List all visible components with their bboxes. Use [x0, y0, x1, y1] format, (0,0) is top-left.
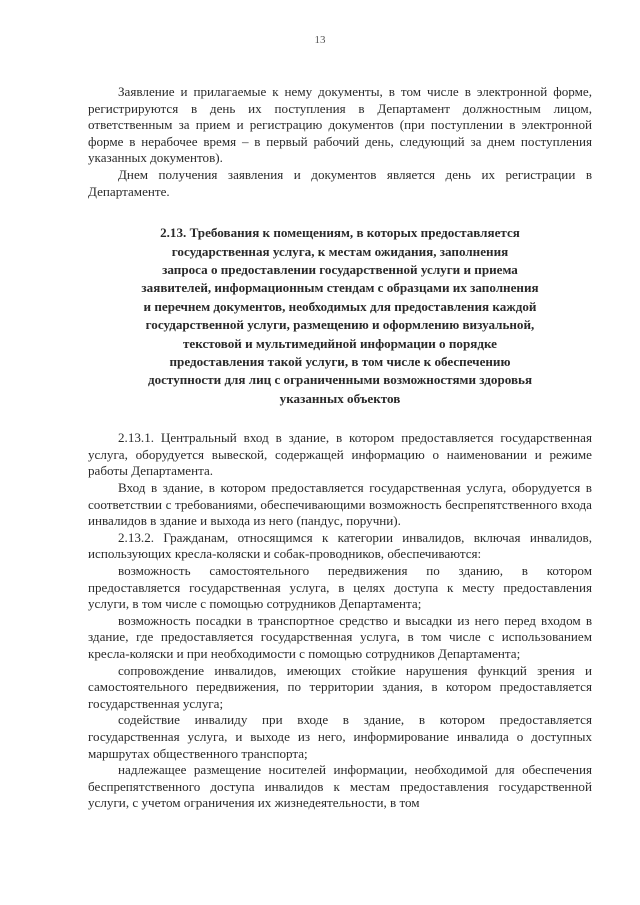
heading-line: 2.13. Требования к помещениям, в которых предоставляется [160, 225, 520, 241]
paragraph: возможность посадки в транспортное средство и высадки из него перед входом в здание, где предоставляется государственная услуга, в том числе с использованием кресла-коляски и при необходимости с помощью сотрудников Департамента; [88, 612, 592, 661]
heading-line: указанных объектов [279, 390, 401, 406]
heading-line: государственной услуги, размещению и оформлению визуальной, [145, 317, 535, 333]
paragraph: 2.13.1. Центральный вход в здание, в котором предоставляется государственная услуга, оборудуется вывеской, содержащей информацию о наименовании и режиме работы Департамента. [88, 430, 592, 479]
heading-line: запроса о предоставлении государственной услуги и приема [162, 261, 518, 277]
paragraph: сопровождение инвалидов, имеющих стойкие нарушения функций зрения и самостоятельного передвижения, по территории здания, в котором предоставляется государственная услуга; [88, 662, 592, 711]
paragraph: Вход в здание, в котором предоставляется государственная услуга, оборудуется в соответствии с требованиями, обеспечивающими возможность беспрепятственного входа инвалидов в здание и выхода из него (пандус, поручни). [88, 480, 592, 529]
heading-line: заявителей, информационным стендам с образцами их заполнения [141, 280, 539, 296]
heading-line: и перечнем документов, необходимых для предоставления каждой [143, 298, 537, 314]
heading-line: доступности для лиц с ограниченными возможностями здоровья [147, 372, 533, 388]
paragraph: возможность самостоятельного передвижения по зданию, в котором предоставляется государственная услуга, в целях доступа к месту предоставления услуги, в том числе с помощью сотрудников Департамента; [88, 562, 592, 612]
paragraph: Днем получения заявления и документов является день их регистрации в Департаменте. [88, 166, 592, 199]
document-body [88, 84, 592, 812]
paragraph: Заявление и прилагаемые к нему документы, в том числе в электронной форме, регистрируются в день их поступления в Департамент должностным лицом, ответственным за прием и регистрацию документов (при поступлении в электронной форме в нерабочее время – в первый рабочий день, следующий за днем поступления указанных документов). [88, 84, 592, 166]
paragraph: надлежащее размещение носителей информации, необходимой для обеспечения беспрепятственного доступа инвалидов к местам предоставления государственной услуги, с учетом ограничения их жизнедеятельности, в том [88, 762, 592, 811]
heading-line: государственная услуга, к местам ожидания, заполнения [171, 243, 509, 259]
heading-line: предоставления такой услуги, в том числе к обеспечению [169, 354, 511, 369]
heading-line: текстовой и мультимедийной информации о порядке [183, 335, 497, 351]
paragraph: 2.13.2. Гражданам, относящимся к категории инвалидов, включая инвалидов, использующих кресла-коляски и собак-проводников, обеспечиваются: [88, 529, 592, 562]
section-heading [88, 224, 592, 408]
paragraph: содействие инвалиду при входе в здание, в котором предоставляется государственная услуга, и выходе из него, информирование инвалида о доступных маршрутах общественного транспорта; [88, 712, 592, 761]
page-number: 13 [314, 34, 326, 46]
